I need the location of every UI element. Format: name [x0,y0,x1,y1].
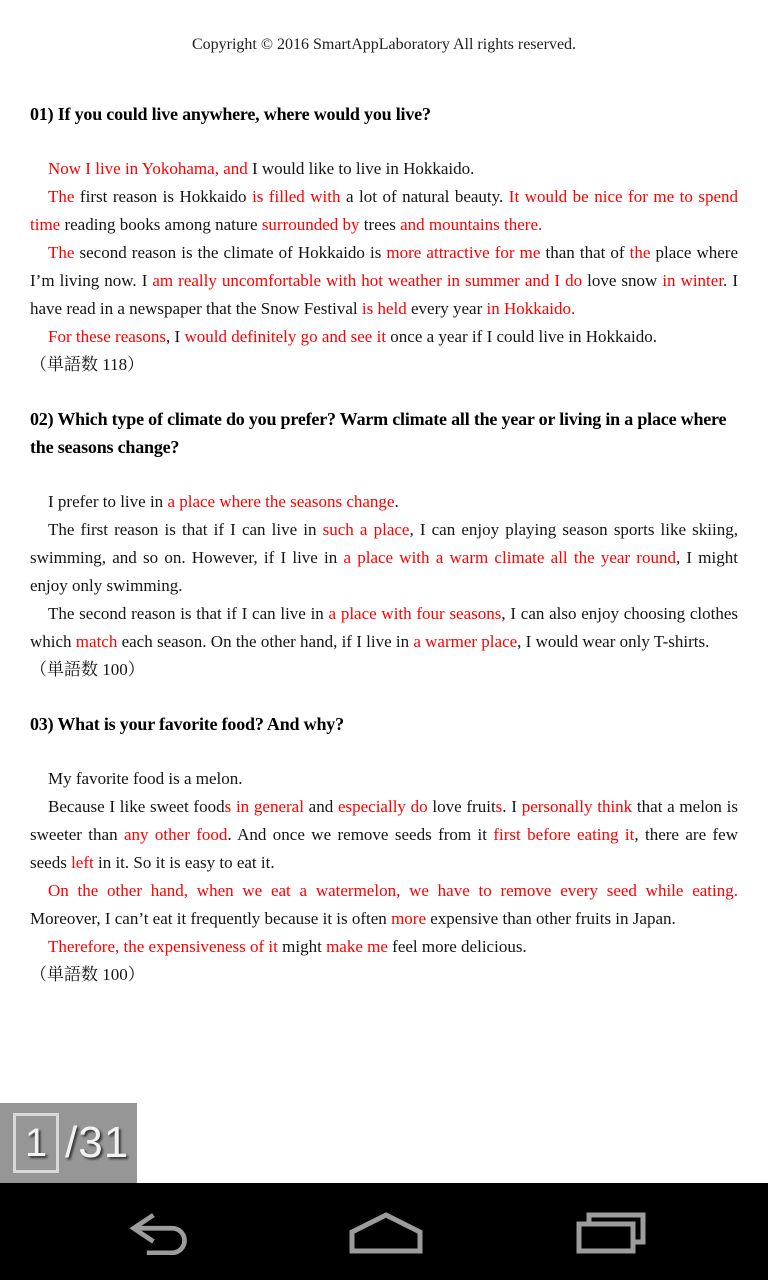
copyright-text: Copyright © 2016 SmartAppLaboratory All rights reserved. [191,36,577,53]
text-segment-red: more [391,909,426,928]
text-segment-black: . And once we remove seeds from it [227,825,494,844]
text-segment-red: Therefore, the expensiveness of it [48,937,278,956]
essay-paragraph [30,488,738,516]
text-segment-black: a lot of natural beauty. [340,187,509,206]
word-count-label: （単語数 100） [30,660,145,679]
recents-icon [576,1212,646,1254]
text-segment-red: make me [326,937,388,956]
text-segment-red: The [48,187,75,206]
text-segment-red: is held [361,299,407,318]
text-segment-black: love fruit [427,797,496,816]
text-segment-red: Now I live in Yokohama, and [48,159,248,178]
essay-paragraph [30,516,738,600]
text-segment-red: The [48,243,75,262]
text-segment-black: . I [502,797,522,816]
text-segment-black: expensive than other fruits in Japan. [426,909,676,928]
text-segment-red: more attractive for me [386,243,541,262]
text-segment-red: surrounded by [261,215,360,234]
text-segment-black: that a melon is sweeter than [30,797,738,844]
text-segment-black: once a year if I could live in Hokkaido. [386,327,658,346]
text-segment-black: The first reason is that if I can live in [48,520,323,539]
essay-section [30,405,738,684]
text-segment-red: first before eating it [493,825,635,844]
text-segment-black: feel more delicious. [387,937,527,956]
text-segment-red: is filled with [252,187,341,206]
essay-paragraph [30,765,738,793]
essay-paragraph [30,600,738,656]
text-segment-red: would definitely go and see it [184,327,387,346]
text-segment-black: than that of [540,243,630,262]
word-count-label: （単語数 100） [30,965,145,984]
text-segment-red: a place with a warm climate all the year round [343,548,676,567]
text-segment-black: , I can also enjoy choosing clothes which [30,604,738,651]
text-segment-red: such a place [322,520,410,539]
text-segment-red: match [75,632,118,651]
essay-paragraph [30,155,738,183]
text-segment-red: am really uncomfortable with hot weather in summer and I do [152,271,583,290]
text-segment-red: For these reasons [48,327,167,346]
text-segment-black: second reason is the climate of Hokkaido is [74,243,387,262]
text-segment-red: a place where the seasons change [167,492,395,511]
text-segment-red: left [71,853,94,872]
text-segment-red: especially do [337,797,428,816]
text-segment-black: My favorite food is a melon. [48,769,243,788]
text-segment-black: and [303,797,338,816]
essay-paragraph [30,793,738,877]
text-segment-black: , there are few seeds [30,825,739,872]
page-indicator[interactable] [0,1103,137,1183]
text-segment-black: I prefer to live in [48,492,168,511]
text-segment-black: . [394,492,399,511]
essay-section [30,100,738,379]
text-segment-red: any other food [123,825,228,844]
current-page-box [13,1113,59,1173]
question-heading: 03) What is your favorite food? And why? [30,714,344,734]
essay-paragraph [30,877,738,933]
essay-paragraph [30,323,738,351]
text-segment-red: On the other hand, when we eat a watermelon, we have to remove every seed while eating. [48,881,738,900]
text-segment-black: reading books among nature [60,215,262,234]
text-segment-red: the [629,243,651,262]
text-segment-red: in winter [662,271,724,290]
recents-button[interactable] [572,1208,650,1258]
android-navbar [0,1183,768,1280]
text-segment-black: Moreover, I can’t eat it frequently because it is often [30,909,392,928]
word-count-label: （単語数 118） [30,355,145,374]
text-segment-black: each season. On the other hand, if I live in [117,632,414,651]
text-segment-black: I would like to live in Hokkaido. [247,159,475,178]
text-segment-red: and mountains there. [400,215,543,234]
question-heading: 02) Which type of climate do you prefer? Warm climate all the year or living in a place where the seasons change? [30,409,727,457]
text-segment-black: , I [166,327,185,346]
text-segment-black: Because I like sweet food [48,797,225,816]
text-segment-black: , I might enjoy only swimming. [30,548,738,595]
text-segment-black: . I have read in a newspaper that the Snow Festival [30,271,738,318]
essay-section [30,710,738,989]
home-icon [349,1212,423,1254]
text-segment-black: in it. So it is easy to eat it. [93,853,275,872]
text-segment-red: It would be nice for me to spend time [30,187,738,234]
text-segment-red: a warmer place [413,632,518,651]
essay-content [0,100,768,989]
home-button[interactable] [345,1208,427,1258]
text-segment-black: might [277,937,327,956]
text-segment-black: place where I’m living now. I [30,243,739,290]
text-segment-red: personally think [521,797,633,816]
essay-paragraph [30,933,738,961]
text-segment-black: , I can enjoy playing season sports like skiing, swimming, and so on. However, if I live in [30,520,738,567]
text-segment-red: in Hokkaido. [486,299,576,318]
text-segment-black: , I would wear only T-shirts. [517,632,710,651]
back-button[interactable] [123,1207,197,1259]
text-segment-black: trees [359,215,401,234]
essay-paragraph [30,183,738,239]
text-segment-black: love snow [582,271,663,290]
text-segment-black: The second reason is that if I can live in [48,604,329,623]
total-pages-label: /31 [65,1118,130,1167]
current-page-number: 1 [24,1121,48,1165]
text-segment-black: every year [406,299,487,318]
text-segment-red: s [495,797,503,816]
back-icon [127,1211,193,1255]
text-segment-red: a place with four seasons [328,604,502,623]
text-segment-red: s in general [224,797,304,816]
essay-paragraph [30,239,738,323]
text-segment-black: first reason is Hokkaido [74,187,253,206]
question-heading: 01) If you could live anywhere, where would you live? [30,104,431,124]
